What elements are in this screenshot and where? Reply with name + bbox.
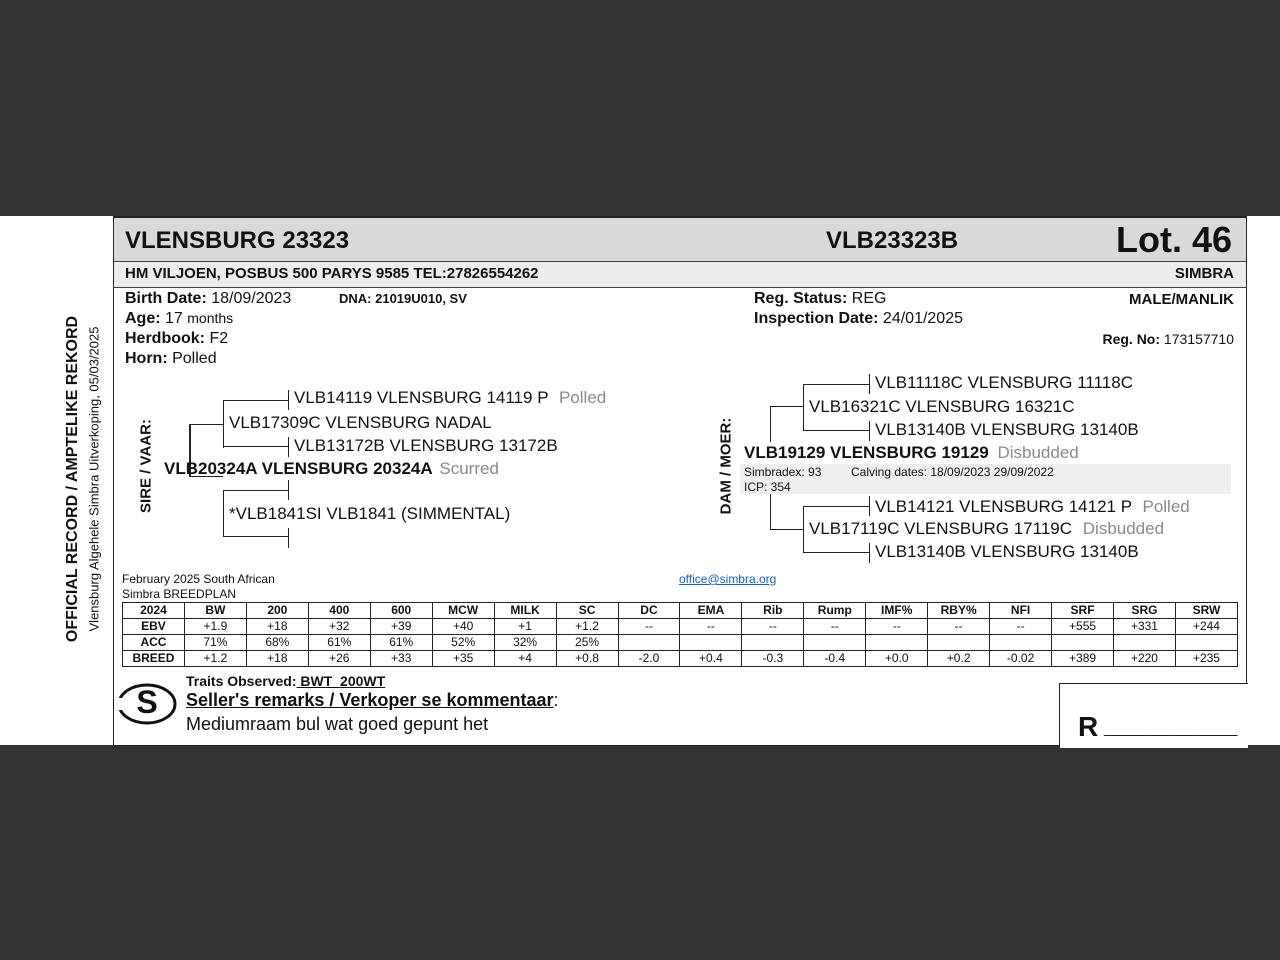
sire-label: SIRE / VAAR: — [137, 419, 155, 513]
dam-dam — [809, 519, 1164, 539]
ebv-cell: NFI — [990, 603, 1052, 619]
remarks-label: Seller's remarks / Verkoper se kommentaar — [186, 690, 554, 710]
ebv-cell: +235 — [1175, 651, 1237, 667]
ebv-table — [122, 602, 1238, 667]
herdbook-value: F2 — [209, 330, 229, 347]
ebv-cell: +244 — [1175, 619, 1237, 635]
ebv-cell: SC — [556, 603, 618, 619]
ebv-row — [123, 635, 1238, 651]
horn-label: Horn: — [125, 350, 168, 367]
ebv-cell: +220 — [1114, 651, 1176, 667]
dam-sire-sire: VLB11118C VLENSBURG 11118C — [875, 373, 1133, 392]
ebv-cell — [1052, 635, 1114, 651]
reg-no-label: Reg. No: — [1102, 331, 1161, 347]
ebv-cell: +18 — [246, 619, 308, 635]
ebv-row-label: BREED — [123, 651, 185, 667]
dam-horn: Disbudded — [997, 443, 1079, 462]
dam-dam-sire — [875, 497, 1190, 517]
ebv-cell — [866, 635, 928, 651]
ebv-cell: 71% — [184, 635, 246, 651]
ebv-cell — [928, 635, 990, 651]
herdbook-label: Herdbook: — [125, 330, 205, 347]
dam-name: VLB19129 VLENSBURG 19129 — [744, 443, 989, 462]
animal-id: VLB23323B — [826, 227, 959, 254]
ebv-row-label: 2024 — [123, 603, 185, 619]
ebv-cell: 25% — [556, 635, 618, 651]
ebv-cell — [680, 635, 742, 651]
email-link[interactable]: office@simbra.org — [679, 572, 777, 586]
ebv-cell: MILK — [494, 603, 556, 619]
ebv-cell: IMF% — [866, 603, 928, 619]
ebv-cell: +0.0 — [866, 651, 928, 667]
ebv-cell: 61% — [370, 635, 432, 651]
ebv-cell: +389 — [1052, 651, 1114, 667]
ebv-cell: +1.2 — [556, 619, 618, 635]
dam-label: DAM / MOER: — [717, 417, 735, 515]
reg-no-value: 173157710 — [1163, 331, 1234, 347]
ebv-cell: -- — [928, 619, 990, 635]
ebv-cell: SRW — [1175, 603, 1237, 619]
price-box[interactable] — [1059, 683, 1248, 748]
auction-label: Vlensburg Algehele Simbra Uitverkoping, 05/03/2025 — [86, 326, 102, 632]
ebv-cell: +331 — [1114, 619, 1176, 635]
ebv-cell: +18 — [246, 651, 308, 667]
reg-status — [754, 290, 886, 308]
ebv-cell: 600 — [370, 603, 432, 619]
sire-sire: VLB17309C VLENSBURG NADAL — [229, 413, 492, 432]
breedplan-line1: February 2025 South African — [122, 572, 275, 586]
ebv-cell: EMA — [680, 603, 742, 619]
dd-name: VLB17119C VLENSBURG 17119C — [809, 519, 1073, 538]
breed-label: SIMBRA — [1174, 265, 1234, 282]
sire-sire-sire — [294, 388, 606, 408]
ebv-row-label: ACC — [123, 635, 185, 651]
ebv-cell: -0.4 — [804, 651, 866, 667]
ebv-cell: +4 — [494, 651, 556, 667]
dam-dam-dam: VLB13140B VLENSBURG 13140B — [875, 542, 1139, 561]
horn-value: Polled — [172, 350, 217, 367]
ebv-cell: +0.2 — [928, 651, 990, 667]
ebv-cell: 200 — [246, 603, 308, 619]
ebv-cell: -2.0 — [618, 651, 680, 667]
simbra-logo — [116, 680, 174, 726]
ebv-cell: DC — [618, 603, 680, 619]
breedplan-line2: Simbra BREEDPLAN — [122, 587, 237, 601]
ebv-cell: -- — [680, 619, 742, 635]
reg-status-value: REG — [851, 290, 887, 307]
ebv-cell: BW — [184, 603, 246, 619]
ebv-cell: -- — [804, 619, 866, 635]
dd-sire-horn: Polled — [1142, 497, 1190, 516]
ebv-cell: +0.4 — [680, 651, 742, 667]
ebv-cell: 32% — [494, 635, 556, 651]
herdbook — [125, 330, 228, 348]
owner-bar — [114, 262, 1246, 288]
ebv-cell: -0.3 — [742, 651, 804, 667]
ebv-cell: 400 — [308, 603, 370, 619]
ebv-cell — [1114, 635, 1176, 651]
ebv-cell: +0.8 — [556, 651, 618, 667]
ebv-header-row — [123, 603, 1238, 619]
dd-horn: Disbudded — [1082, 519, 1165, 538]
dd-sire-name: VLB14121 VLENSBURG 14121 P — [875, 497, 1132, 516]
calving-dates: Calving dates: 18/09/2023 29/09/2022 — [851, 465, 1054, 479]
dam-sire: VLB16321C VLENSBURG 16321C — [809, 397, 1075, 416]
ebv-cell — [742, 635, 804, 651]
ebv-cell: +1.2 — [184, 651, 246, 667]
dam-sire-dam: VLB13140B VLENSBURG 13140B — [875, 420, 1139, 439]
ebv-cell: 68% — [246, 635, 308, 651]
horn — [125, 350, 217, 368]
ebv-row — [123, 619, 1238, 635]
traits-observed — [186, 673, 385, 689]
ss-sire-horn: Polled — [558, 388, 607, 407]
animal-name: VLENSBURG 23323 — [125, 227, 350, 254]
ebv-cell: +33 — [370, 651, 432, 667]
age-unit: months — [187, 310, 234, 326]
sire-sire-dam: VLB13172B VLENSBURG 13172B — [294, 436, 558, 455]
official-record-label: OFFICIAL RECORD / AMPTELIKE REKORD — [64, 315, 81, 643]
ebv-cell: -- — [990, 619, 1052, 635]
dam — [744, 443, 1079, 463]
ebv-cell: +32 — [308, 619, 370, 635]
logo-letter: S — [136, 684, 158, 720]
ebv-cell — [618, 635, 680, 651]
traits-label: Traits Observed: — [186, 673, 297, 689]
ebv-cell: +1.9 — [184, 619, 246, 635]
ebv-cell: -- — [742, 619, 804, 635]
ebv-cell: SRG — [1114, 603, 1176, 619]
ebv-cell: -0.02 — [990, 651, 1052, 667]
age-label: Age: — [125, 310, 161, 327]
sex-label: MALE/MANLIK — [1129, 291, 1234, 308]
icp: ICP: 354 — [744, 480, 791, 494]
ebv-cell — [804, 635, 866, 651]
ebv-cell: 52% — [432, 635, 494, 651]
ebv-cell: Rump — [804, 603, 866, 619]
ebv-cell — [990, 635, 1052, 651]
ebv-cell: 61% — [308, 635, 370, 651]
simbradex: Simbradex: 93 — [744, 465, 822, 479]
remarks-heading — [186, 690, 559, 711]
lot-number: Lot. 46 — [1116, 219, 1233, 260]
ebv-cell: -- — [866, 619, 928, 635]
traits-value: BWT 200WT — [296, 673, 386, 689]
ebv-row — [123, 651, 1238, 667]
ebv-cell: +39 — [370, 619, 432, 635]
ebv-cell: +555 — [1052, 619, 1114, 635]
remarks-colon: : — [553, 690, 559, 710]
ebv-cell: +40 — [432, 619, 494, 635]
ebv-cell: SRF — [1052, 603, 1114, 619]
dna-info: DNA: 21019U010, SV — [339, 291, 467, 306]
remarks-text: Mediumraam bul wat goed gepunt het — [186, 714, 489, 734]
owner-info: HM VILJOEN, POSBUS 500 PARYS 9585 TEL:27826554262 — [125, 265, 539, 282]
catalogue-sheet — [0, 216, 1280, 745]
ebv-cell: +1 — [494, 619, 556, 635]
sire-horn: Scurred — [439, 459, 499, 478]
lot-card — [113, 216, 1247, 746]
birth-date-label: Birth Date: — [125, 290, 207, 307]
price-prefix: R — [1078, 711, 1099, 742]
price-blank: ________________ — [1104, 720, 1238, 737]
sire — [164, 459, 499, 479]
ebv-cell: +26 — [308, 651, 370, 667]
inspection-date — [754, 310, 963, 328]
age-value: 17 — [165, 310, 183, 327]
birth-date — [125, 290, 291, 308]
ebv-cell: MCW — [432, 603, 494, 619]
birth-date-value: 18/09/2023 — [211, 290, 292, 307]
sire-dam: *VLB1841SI VLB1841 (SIMMENTAL) — [229, 504, 511, 523]
ebv-cell: +35 — [432, 651, 494, 667]
sire-name: VLB20324A VLENSBURG 20324A — [164, 459, 433, 478]
ebv-cell: RBY% — [928, 603, 990, 619]
inspection-label: Inspection Date: — [754, 310, 879, 327]
ebv-row-label: EBV — [123, 619, 185, 635]
ebv-cell: -- — [618, 619, 680, 635]
title-bar — [114, 218, 1246, 262]
reg-no — [1102, 331, 1234, 347]
ss-sire-name: VLB14119 VLENSBURG 14119 P — [294, 388, 549, 407]
reg-status-label: Reg. Status: — [754, 290, 848, 307]
ebv-cell — [1175, 635, 1237, 651]
simbra-logo-icon — [116, 680, 178, 728]
ebv-cell: Rib — [742, 603, 804, 619]
inspection-value: 24/01/2025 — [882, 310, 963, 327]
age — [125, 310, 233, 328]
